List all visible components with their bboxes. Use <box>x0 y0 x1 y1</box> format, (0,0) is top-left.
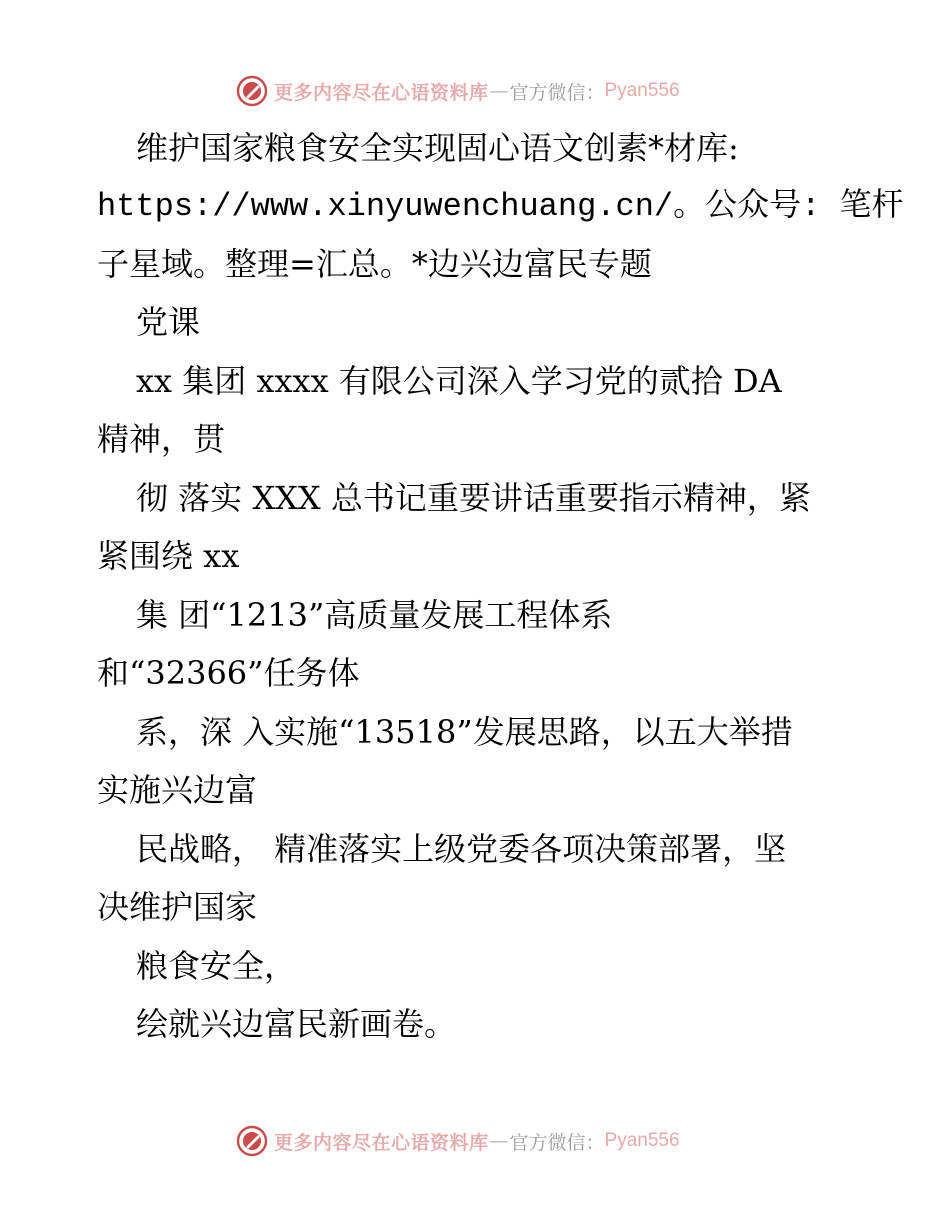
footer-banner <box>236 1124 680 1158</box>
text-line: 决维护国家 <box>97 888 258 926</box>
text-line: 绘就兴边富民新画卷。 <box>136 1005 457 1043</box>
banner-separator: — <box>489 80 509 102</box>
banner-separator: — <box>489 1130 509 1152</box>
text-line: 维护国家粮食安全实现固心语文创素*材库: <box>136 129 739 167</box>
banner-wechat-label: 官方微信： <box>509 1131 605 1154</box>
header-banner <box>236 74 680 108</box>
text-line: 精神，贯 <box>97 420 226 458</box>
text-line: https://www.xinyuwenchuang.cn/。公众号: 笔杆 <box>97 188 904 225</box>
banner-main-text: 更多内容尽在心语资料库 <box>274 1131 489 1154</box>
text-line: 紧围绕 xx <box>97 537 240 575</box>
text-line: 集 团“1213”高质量发展工程体系 <box>136 596 613 634</box>
banner-main-text: 更多内容尽在心语资料库 <box>274 81 489 104</box>
text-line: xx 集团 xxxx 有限公司深入学习党的贰拾 DA <box>136 362 782 400</box>
text-line: 子星域。整理=汇总。*边兴边富民专题 <box>97 245 652 283</box>
text-line: 粮食安全， <box>136 947 297 985</box>
text-line: 党课 <box>136 303 201 341</box>
banner-wechat-id: Pyan556 <box>604 80 680 101</box>
pen-logo-icon <box>236 1125 268 1157</box>
text-line: 和“32366”任务体 <box>97 654 360 692</box>
banner-wechat-label: 官方微信： <box>509 81 605 104</box>
text-line: 彻 落实 XXX 总书记重要讲话重要指示精神，紧 <box>136 479 811 517</box>
text-line: 系，深 入实施“13518”发展思路，以五大举措 <box>136 713 793 751</box>
banner-wechat-id: Pyan556 <box>604 1130 680 1151</box>
pen-logo-icon <box>236 75 268 107</box>
text-line: 民战略， 精准落实上级党委各项决策部署，坚 <box>136 830 787 868</box>
text-line: 实施兴边富 <box>97 771 258 809</box>
